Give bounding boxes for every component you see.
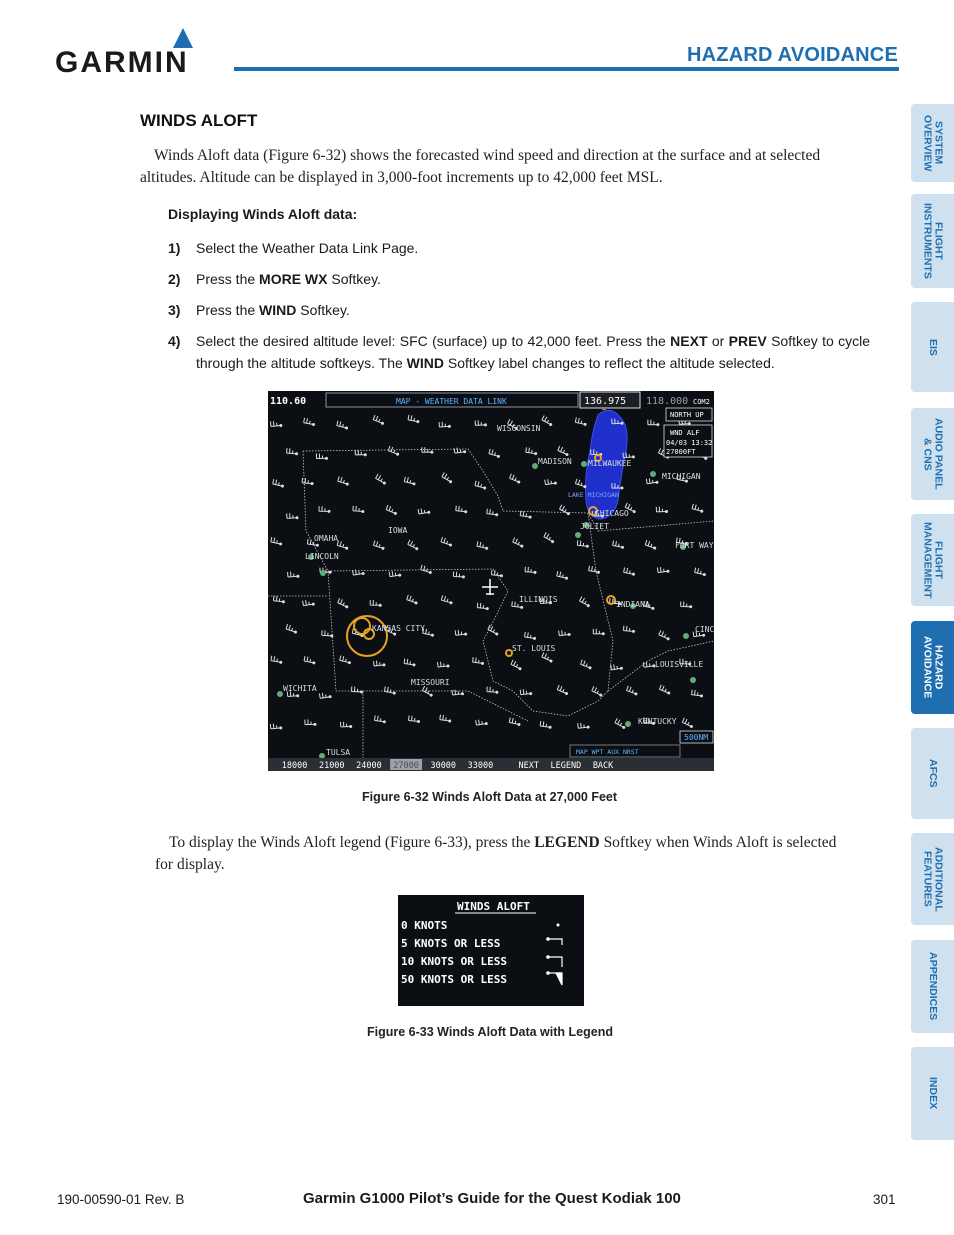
wind-box-date: 04/03 13:32 [666,439,713,447]
softkey-back[interactable]: BACK [592,761,614,771]
tab-appendices[interactable]: APPENDICES [911,940,954,1033]
tab-afcs[interactable]: AFCS [911,728,954,819]
label-lincoln: LINCOLN [305,552,339,561]
header-rule [234,67,899,71]
label-michigan: MICHIGAN [662,472,701,481]
page-title: MAP - WEATHER DATA LINK [396,397,507,406]
figure-32-caption: Figure 6-32 Winds Aloft Data at 27,000 Feet [362,790,618,804]
com-active-frequency: 136.975 [584,396,627,407]
legend-row-0: 0 KNOTS [401,919,448,932]
label-illinois: ILLINOIS [519,595,558,604]
tab-system-overview[interactable]: SYSTEM OVERVIEW [911,104,954,182]
tab-index[interactable]: INDEX [911,1047,954,1140]
softkey-27000[interactable]: 27000 [393,761,419,771]
legend-paragraph: To display the Winds Aloft legend (Figure 6-33), press the LEGEND Softkey when Winds Aloft is selected for display. [155,834,837,873]
label-wisconsin: WISCONSIN [497,424,541,433]
legend-row-3: 50 KNOTS OR LESS [401,973,507,986]
legend-svg [398,895,584,1006]
procedure-title: Displaying Winds Aloft data: [168,206,358,222]
doc-number: 190-00590-01 Rev. B [57,1192,185,1207]
softkey-legend[interactable]: LEGEND [550,761,582,771]
wind-box-altitude: 27000FT [666,448,696,456]
tab-flight-management[interactable]: FLIGHT MANAGEMENT [911,514,954,606]
page-number: 301 [873,1192,896,1207]
label-indiana: INDIANA [616,600,650,609]
softkey-next[interactable]: NEXT [518,761,539,771]
label-joliet: JOLIET [580,522,609,531]
label-cinc: CINC [695,625,714,634]
label-kansas-city: KANSAS CITY [372,624,425,633]
label-missouri: MISSOURI [411,678,450,687]
svg-text:GARMIN: GARMIN [55,46,189,76]
label-madison: MADISON [538,457,572,466]
label-milwaukee: MILWAUKEE [588,459,632,468]
legend-row-2: 10 KNOTS OR LESS [401,955,507,968]
section-heading: WINDS ALOFT [140,111,258,130]
winds-aloft-legend-screenshot [398,895,584,1006]
mfd-winds-aloft-screenshot [268,391,714,771]
tab-flight-instruments[interactable]: FLIGHT INSTRUMENTS [911,194,954,288]
orientation-label: NORTH UP [670,411,704,419]
step-2: 2) Press the MORE WX Softkey. [168,271,381,287]
step-4: 4) Select the desired altitude level: SFC (surface) up to 42,000 feet. Press the NEXT or PREV Softkey to cycle through the altitude softkeys. The WIND Softkey label changes to reflect the altitude selected. [168,333,870,371]
intro-paragraph: Winds Aloft data (Figure 6-32) shows the forecasted wind speed and direction at the surface and at selected altitudes. Altitude can be displayed in 3,000-foot increments up to 42,000 feet MSL. [140,147,821,186]
label-fort-wayne: FORT WAY [675,541,714,550]
mfd-map-svg [268,391,714,771]
tab-additional-features[interactable]: ADDITIONAL FEATURES [911,833,954,925]
label-kentucky: KENTUCKY [638,717,677,726]
com-label: COM2 [693,398,710,406]
label-tulsa: TULSA [326,748,351,757]
softkey-21000[interactable]: 21000 [318,761,345,771]
softkey-24000[interactable]: 24000 [356,761,382,771]
calm-symbol [557,924,560,927]
label-omaha: OMAHA [314,534,339,543]
softkey-33000[interactable]: 33000 [467,761,494,771]
step-3: 3) Press the WIND Softkey. [168,302,350,318]
figure-33-caption: Figure 6-33 Winds Aloft Data with Legend [367,1025,613,1039]
map-range: 500NM [684,733,709,742]
com-standby-frequency: 118.000 [646,396,689,407]
label-chicago: CHICAGO [595,509,629,518]
softkey-30000[interactable]: 30000 [430,761,457,771]
softkey-bar[interactable] [282,759,614,771]
tab-hazard-avoidance[interactable]: HAZARD AVOIDANCE [911,621,954,714]
page-group: MAP WPT AUX NRST [576,748,639,756]
label-louisville: LOUISVILLE [655,660,704,669]
wind-box-title: WND ALF [670,429,700,437]
doc-title: Garmin G1000 Pilot’s Guide for the Quest Kodiak 100 [303,1190,681,1207]
section-title: HAZARD AVOIDANCE [687,44,898,66]
legend-title: WINDS ALOFT [457,900,530,913]
legend-row-1: 5 KNOTS OR LESS [401,937,501,950]
tab-audio-panel-cns[interactable]: AUDIO PANEL & CNS [911,408,954,500]
softkey-18000[interactable]: 18000 [281,761,308,771]
step-1: 1) Select the Weather Data Link Page. [168,240,419,256]
label-wichita: WICHITA [283,684,317,693]
label-iowa: IOWA [388,526,408,535]
tab-eis[interactable]: EIS [911,302,954,392]
nav-frequency: 110.60 [270,396,307,407]
garmin-logo [55,26,220,76]
label-lake-michigan: LAKE MICHIGAN [568,491,619,499]
label-st-louis: ST. LOUIS [512,644,556,653]
